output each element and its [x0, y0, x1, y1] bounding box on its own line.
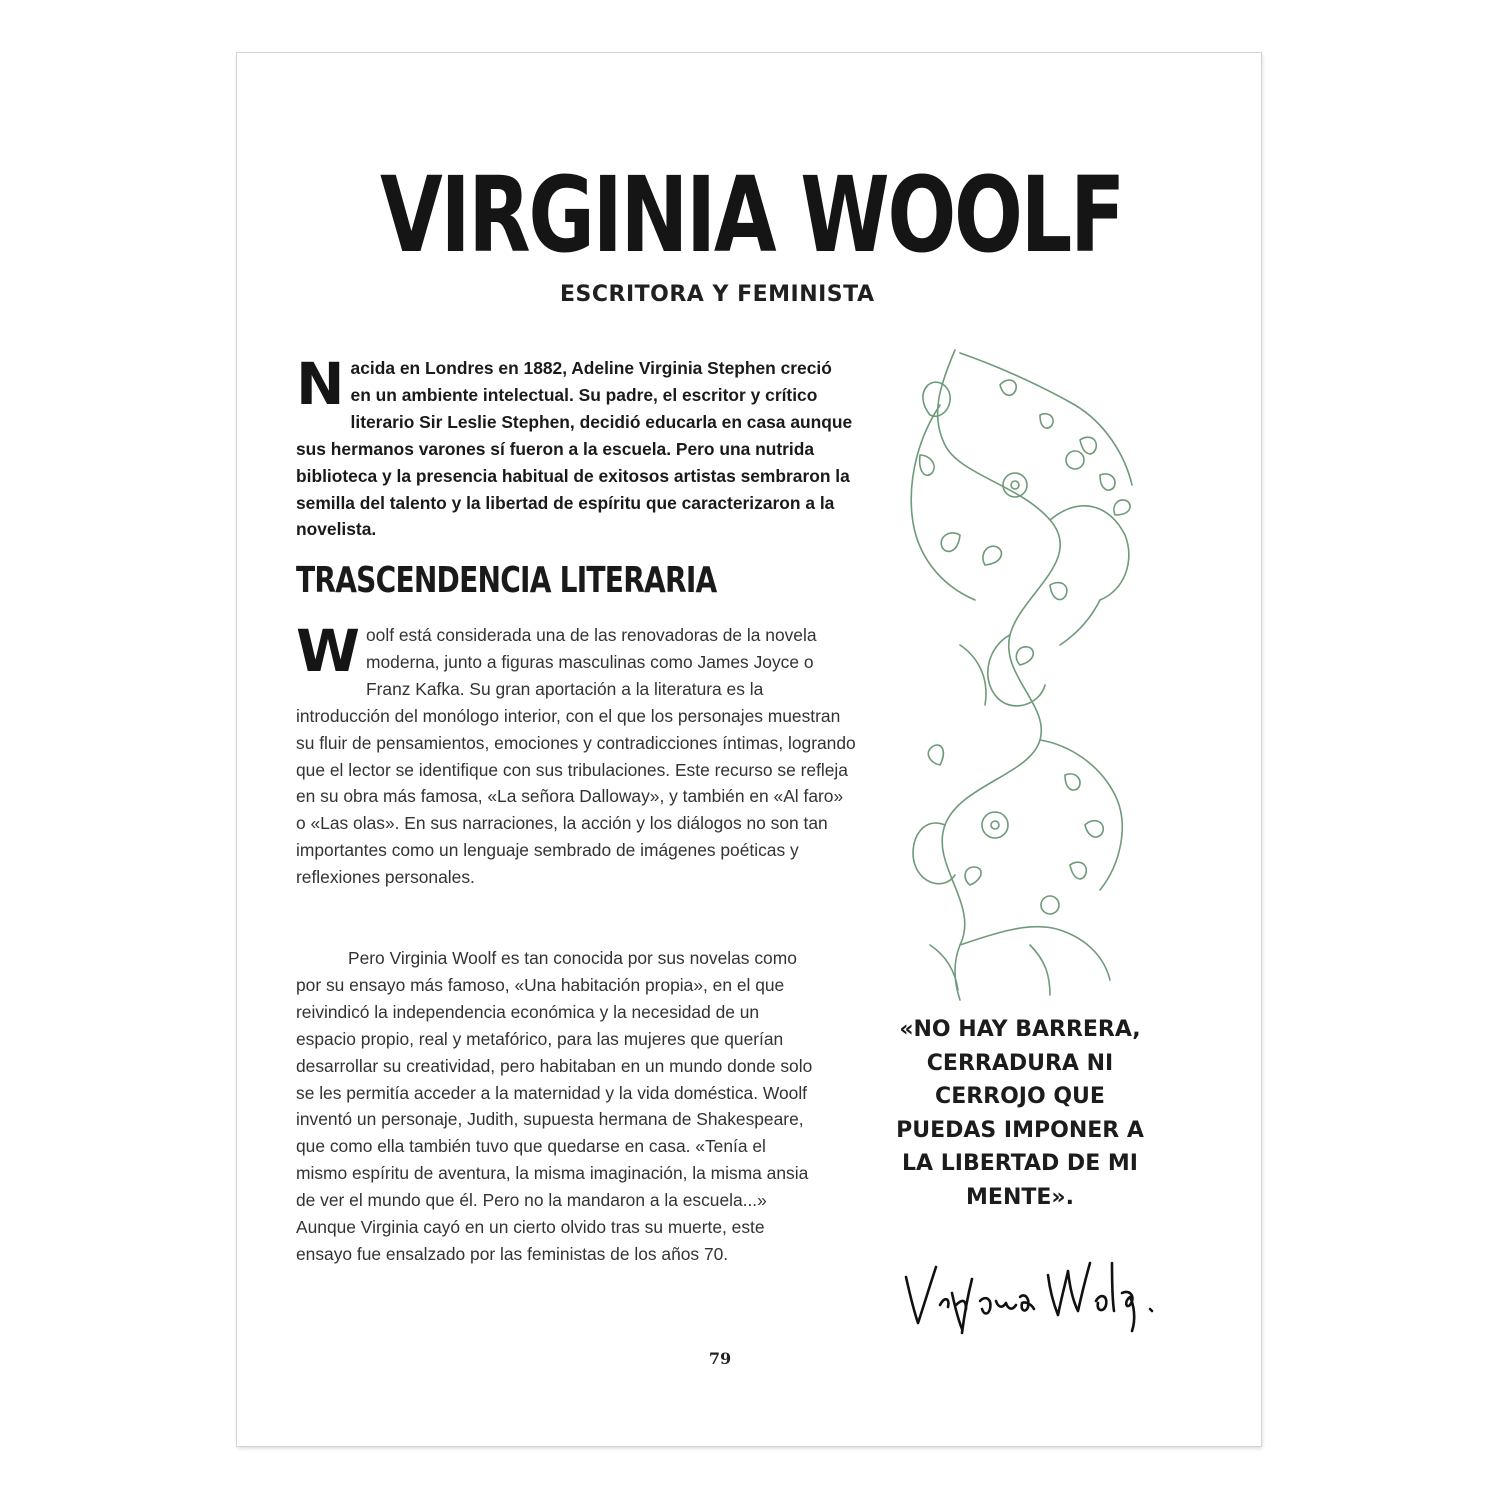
section-heading: TRASCENDENCIA LITERARIA	[296, 560, 717, 601]
intro-text: acida en Londres en 1882, Adeline Virginia Stephen creció en un ambiente intelectual. Su padre, el escritor y crítico literario Sir Leslie Stephen, decidió educarla en casa aunque sus hermanos varones sí fueron a la escuela. Pero una nutrida biblioteca y la presencia habitual de exitosos artistas sembraron la semilla del talento y la libertad de espíritu que caracterizaron a la novelista.	[296, 358, 853, 540]
intro-dropcap: N	[296, 350, 345, 418]
page-title: VIRGINIA WOOLF	[380, 154, 1124, 276]
floral-vine-ornament	[900, 345, 1145, 1005]
signature	[900, 1245, 1165, 1335]
quote-text: «NO HAY BARRERA, CERRADURA NI CERROJO QUE PUEDAS IMPONER A LA LIBERTAD DE MI MENTE».	[896, 1017, 1144, 1210]
body-paragraph-1-text: oolf está considerada una de las renovadoras de la novela moderna, junto a figuras masculinas como James Joyce o Franz Kafka. Su gran aportación a la literatura es la introducción del monólogo interior, con el que los personajes muestran su fluir de pensamientos, emociones y contradicciones íntimas, logrando que el lector se identifique con sus tribulaciones. Este recurso se refleja en su obra más famosa, «La señora Dalloway», y también en «Al faro» o «Las olas». En sus narraciones, la acción y los diálogos no son tan importantes como un lenguaje sembrado de imágenes poéticas y reflexiones personales.	[296, 625, 856, 888]
body-paragraph-1	[296, 617, 856, 891]
page-number: 79	[708, 1349, 732, 1368]
page-subtitle: ESCRITORA Y FEMINISTA	[560, 282, 875, 307]
body-paragraph-2-text: Pero Virginia Woolf es tan conocida por sus novelas como por su ensayo más famoso, «Una habitación propia», en el que reivindicó la independencia económica y la necesidad de un espacio propio, real y metafórico, para las mujeres que querían desarrollar su creatividad, pero habitaban en un mundo donde solo se les permitía acceder a la maternidad y la vida doméstica. Woolf inventó un personaje, Judith, supuesta hermana de Shakespeare, que como ella también tuvo que quedarse en casa. «Tenía el mismo espíritu de aventura, la misma imaginación, la misma ansia de ver el mundo que él. Pero no la mandaron a la escuela...» Aunque Virginia cayó en un cierto olvido tras su muerte, este ensayo fue ensalzado por las feministas de los años 70.	[296, 948, 813, 1264]
body-dropcap: W	[296, 617, 360, 685]
body-paragraph-2	[296, 945, 821, 1268]
intro-paragraph	[296, 350, 856, 543]
